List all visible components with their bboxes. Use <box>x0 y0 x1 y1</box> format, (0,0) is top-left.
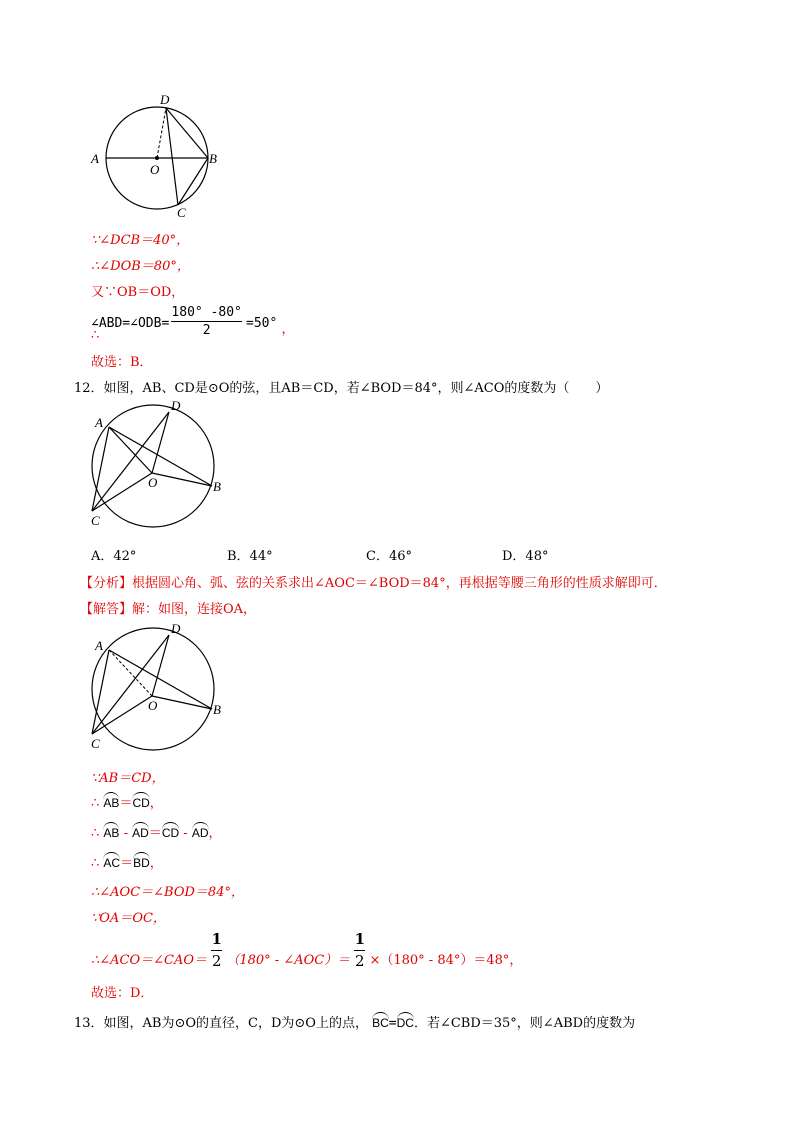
sol11-line4-pre: ∠ABD=∠ODB= <box>91 316 170 331</box>
equals: ＝ <box>120 856 134 871</box>
figure-circle-1 <box>85 92 225 222</box>
equals: ＝ <box>119 796 133 811</box>
q12-answer-text: 解：如图，连接OA， <box>132 602 257 617</box>
equals: ＝ <box>148 826 162 841</box>
fig3-label-C: C <box>91 736 100 751</box>
sol12-line5: ∴∠AOC＝∠BOD＝84°， <box>91 885 244 900</box>
therefore-symbol: ∴ <box>91 796 100 811</box>
sol11-line4-comma: ， <box>281 322 295 337</box>
fig1-label-A: A <box>91 151 99 166</box>
sol11-fraction <box>171 306 241 337</box>
sol11-line5: 故选：B． <box>91 355 153 370</box>
therefore-symbol: ∴ <box>91 856 100 871</box>
fig2-label-D: D <box>171 398 181 413</box>
fig2-label-A: A <box>95 415 103 430</box>
sol12-line8: 故选：D． <box>91 986 154 1001</box>
q13-stem <box>74 1012 635 1031</box>
sol12-line2 <box>91 792 163 811</box>
sol11-frac-num: 180° -80° <box>171 305 242 320</box>
figure-circle-3 <box>85 621 235 756</box>
sol12-line1: ∵AB＝CD， <box>91 771 165 786</box>
q12-answer <box>80 598 256 617</box>
arc-AB: AB <box>103 822 119 840</box>
sol11-therefore: ∴ <box>91 328 100 343</box>
q12-analysis: 【分析】根据圆心角、弧、弦的关系求出∠AOC＝∠BOD＝84°，再根据等腰三角形的性质求解即可． <box>80 576 667 591</box>
q12-option-C[interactable]: C．46° <box>366 549 412 564</box>
q12-option-B[interactable]: B．44° <box>227 549 273 564</box>
q12-option-A[interactable]: A．42° <box>91 549 137 564</box>
figure-circle-2 <box>85 398 235 533</box>
half-den: 2 <box>355 952 365 970</box>
fig3-label-D: D <box>171 621 181 636</box>
therefore-symbol: ∴ <box>91 826 100 841</box>
sol12-line7 <box>91 932 522 969</box>
comma: ， <box>149 796 163 811</box>
fig1-label-D: D <box>160 92 170 107</box>
fig2-label-O: O <box>148 475 158 490</box>
comma: ， <box>149 856 163 871</box>
sol11-line4-post: =50° <box>246 316 278 331</box>
q12-option-D[interactable]: D．48° <box>502 549 549 564</box>
minus: - <box>123 826 128 841</box>
sol12-line3 <box>91 822 222 841</box>
q13-eq: = <box>388 1016 397 1031</box>
sol12-line7-pre: ∴∠ACO＝∠CAO＝ <box>91 953 208 968</box>
q12-answer-tag: 【解答】 <box>80 602 133 617</box>
half-fraction-2 <box>354 932 365 969</box>
fig1-label-C: C <box>177 205 186 220</box>
sol12-line7-times: ×（180° - 84°）＝48°， <box>369 953 523 968</box>
fig1-label-O: O <box>150 162 160 177</box>
arc-AB: AB <box>103 792 119 810</box>
half-den: 2 <box>211 952 222 970</box>
half-num: 1 <box>354 930 366 948</box>
fig2-label-B: B <box>213 479 221 494</box>
fig2-label-C: C <box>91 513 100 528</box>
sol11-line1: ∵∠DCB＝40°， <box>91 233 190 248</box>
fig1-label-B: B <box>209 151 217 166</box>
comma: ， <box>208 826 222 841</box>
arc-DC: DC <box>397 1012 414 1030</box>
arc-AC: AC <box>103 852 120 870</box>
arc-AD: AD <box>192 822 209 840</box>
q12-stem: 12．如图，AB、CD是⊙O的弦，且AB＝CD，若∠BOD＝84°，则∠ACO的度数为（ ） <box>74 381 609 396</box>
fig3-label-B: B <box>213 702 221 717</box>
sol11-line4 <box>91 306 294 337</box>
sol12-line7-mid: （180° - ∠AOC）＝ <box>226 953 351 968</box>
half-fraction <box>211 932 222 969</box>
arc-BD: BD <box>133 852 150 870</box>
arc-AD: AD <box>132 822 149 840</box>
q13-post: ．若∠CBD＝35°，则∠ABD的度数为 <box>413 1016 636 1031</box>
fig3-label-A: A <box>95 638 103 653</box>
sol11-frac-den: 2 <box>202 323 211 338</box>
sol12-line4 <box>91 852 163 871</box>
sol12-line6: ∵OA＝OC， <box>91 911 166 926</box>
arc-CD: CD <box>132 792 149 810</box>
half-num: 1 <box>211 930 222 948</box>
sol11-line2: ∴∠DOB＝80°， <box>91 259 190 274</box>
arc-CD: CD <box>162 822 179 840</box>
q13-pre: 13．如图，AB为⊙O的直径，C，D为⊙O上的点， <box>74 1016 368 1031</box>
fig3-label-O: O <box>148 698 158 713</box>
sol11-line3: 又∵OB＝OD， <box>91 285 185 300</box>
arc-BC: BC <box>372 1012 389 1030</box>
minus: - <box>183 826 188 841</box>
